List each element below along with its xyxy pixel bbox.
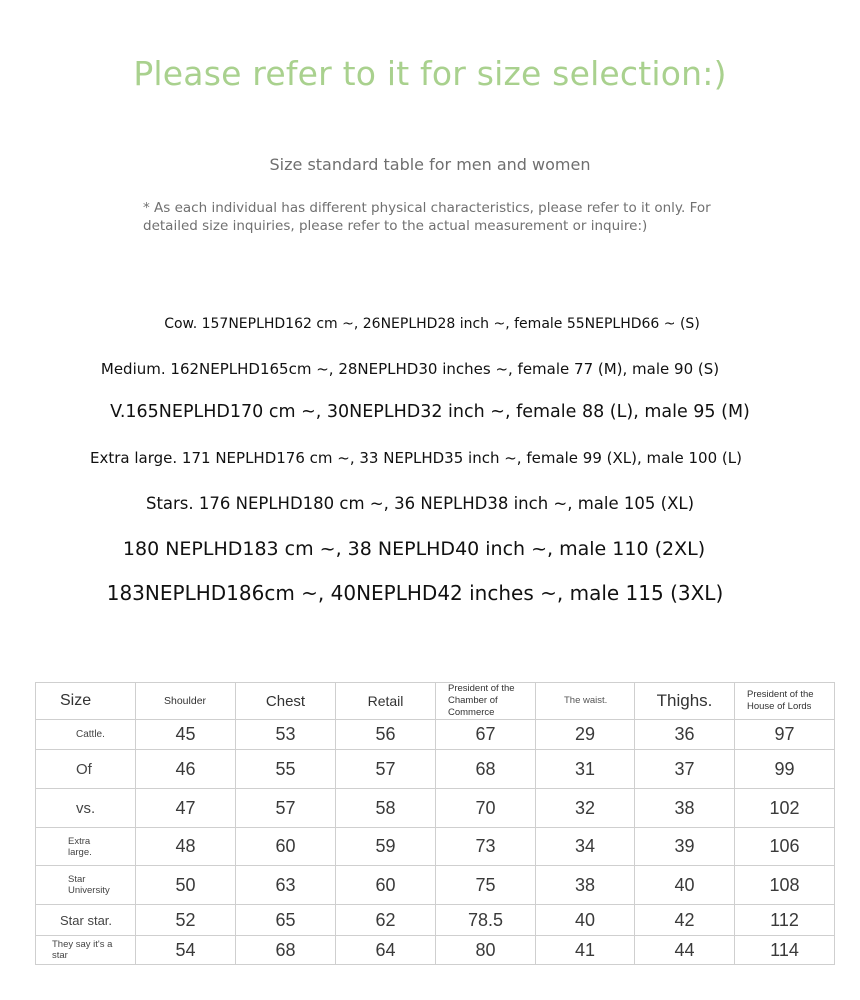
table-row bbox=[36, 936, 835, 965]
column-header: Shoulder bbox=[136, 683, 236, 720]
table-cell: 53 bbox=[236, 720, 336, 750]
table-cell: 38 bbox=[635, 789, 735, 828]
table-row bbox=[36, 720, 835, 750]
table-row bbox=[36, 905, 835, 936]
size-guide-line: Extra large. 171 NEPLHD176 cm ~, 33 NEPLHD35 inch ~, female 99 (XL), male 100 (L) bbox=[90, 449, 742, 467]
column-header: President of the Chamber of Commerce bbox=[436, 683, 536, 720]
table-cell: 36 bbox=[635, 720, 735, 750]
size-name-cell: Cattle. bbox=[36, 720, 136, 750]
table-cell: 42 bbox=[635, 905, 735, 936]
table-cell: 40 bbox=[635, 866, 735, 905]
size-name-cell: Extra large. bbox=[36, 828, 136, 866]
size-guide-line: Stars. 176 NEPLHD180 cm ~, 36 NEPLHD38 inch ~, male 105 (XL) bbox=[145, 494, 695, 513]
table-cell: 57 bbox=[236, 789, 336, 828]
table-row bbox=[36, 789, 835, 828]
size-guide-line: Medium. 162NEPLHD165cm ~, 28NEPLHD30 inches ~, female 77 (M), male 90 (S) bbox=[100, 360, 720, 378]
table-cell: 40 bbox=[536, 905, 635, 936]
table-cell: 80 bbox=[436, 936, 536, 965]
table-cell: 50 bbox=[136, 866, 236, 905]
page-title: Please refer to it for size selection:) bbox=[133, 54, 727, 93]
table-cell: 78.5 bbox=[436, 905, 536, 936]
table-cell: 56 bbox=[336, 720, 436, 750]
table-subtitle: Size standard table for men and women bbox=[269, 155, 591, 174]
table-cell: 46 bbox=[136, 750, 236, 789]
table-cell: 102 bbox=[735, 789, 835, 828]
size-guide-line: 183NEPLHD186cm ~, 40NEPLHD42 inches ~, male 115 (3XL) bbox=[106, 581, 724, 605]
table-cell: 99 bbox=[735, 750, 835, 789]
table-cell: 59 bbox=[336, 828, 436, 866]
table-cell: 63 bbox=[236, 866, 336, 905]
column-header: The waist. bbox=[536, 683, 635, 720]
column-header: Size bbox=[36, 683, 136, 720]
table-cell: 62 bbox=[336, 905, 436, 936]
column-header: Retail bbox=[336, 683, 436, 720]
table-cell: 64 bbox=[336, 936, 436, 965]
table-cell: 54 bbox=[136, 936, 236, 965]
table-cell: 31 bbox=[536, 750, 635, 789]
size-measurement-table bbox=[35, 682, 835, 965]
table-cell: 37 bbox=[635, 750, 735, 789]
table-cell: 106 bbox=[735, 828, 835, 866]
table-cell: 52 bbox=[136, 905, 236, 936]
column-header: Thighs. bbox=[635, 683, 735, 720]
table-cell: 67 bbox=[436, 720, 536, 750]
table-cell: 48 bbox=[136, 828, 236, 866]
table-cell: 65 bbox=[236, 905, 336, 936]
size-name-cell: Of bbox=[36, 750, 136, 789]
size-guide-line: V.165NEPLHD170 cm ~, 30NEPLHD32 inch ~, female 88 (L), male 95 (M) bbox=[110, 402, 750, 422]
table-cell: 32 bbox=[536, 789, 635, 828]
size-guide-line: 180 NEPLHD183 cm ~, 38 NEPLHD40 inch ~, male 110 (2XL) bbox=[122, 538, 706, 560]
table-row bbox=[36, 828, 835, 866]
table-cell: 38 bbox=[536, 866, 635, 905]
table-cell: 112 bbox=[735, 905, 835, 936]
size-name-cell: They say it's a star bbox=[36, 936, 136, 965]
table-header-row bbox=[36, 683, 835, 720]
table-cell: 97 bbox=[735, 720, 835, 750]
table-cell: 44 bbox=[635, 936, 735, 965]
size-name-cell: Star University bbox=[36, 866, 136, 905]
size-name-cell: Star star. bbox=[36, 905, 136, 936]
table-row bbox=[36, 750, 835, 789]
table-cell: 55 bbox=[236, 750, 336, 789]
table-cell: 68 bbox=[236, 936, 336, 965]
table-cell: 108 bbox=[735, 866, 835, 905]
table-cell: 60 bbox=[236, 828, 336, 866]
table-cell: 114 bbox=[735, 936, 835, 965]
size-name-cell: vs. bbox=[36, 789, 136, 828]
table-cell: 29 bbox=[536, 720, 635, 750]
table-cell: 70 bbox=[436, 789, 536, 828]
table-cell: 39 bbox=[635, 828, 735, 866]
disclaimer-note: * As each individual has different physical characteristics, please refer to it only. For detailed size inquiries, please refer to the actual measurement or inquire:) bbox=[143, 200, 711, 234]
column-header: Chest bbox=[236, 683, 336, 720]
table-cell: 75 bbox=[436, 866, 536, 905]
table-cell: 41 bbox=[536, 936, 635, 965]
table-cell: 45 bbox=[136, 720, 236, 750]
table-cell: 60 bbox=[336, 866, 436, 905]
table-cell: 57 bbox=[336, 750, 436, 789]
table-row bbox=[36, 866, 835, 905]
table-cell: 58 bbox=[336, 789, 436, 828]
table-cell: 68 bbox=[436, 750, 536, 789]
size-guide-line: Cow. 157NEPLHD162 cm ~, 26NEPLHD28 inch ~, female 55NEPLHD66 ~ (S) bbox=[164, 316, 700, 332]
table-cell: 47 bbox=[136, 789, 236, 828]
table-cell: 73 bbox=[436, 828, 536, 866]
column-header: President of the House of Lords bbox=[735, 683, 835, 720]
table-cell: 34 bbox=[536, 828, 635, 866]
